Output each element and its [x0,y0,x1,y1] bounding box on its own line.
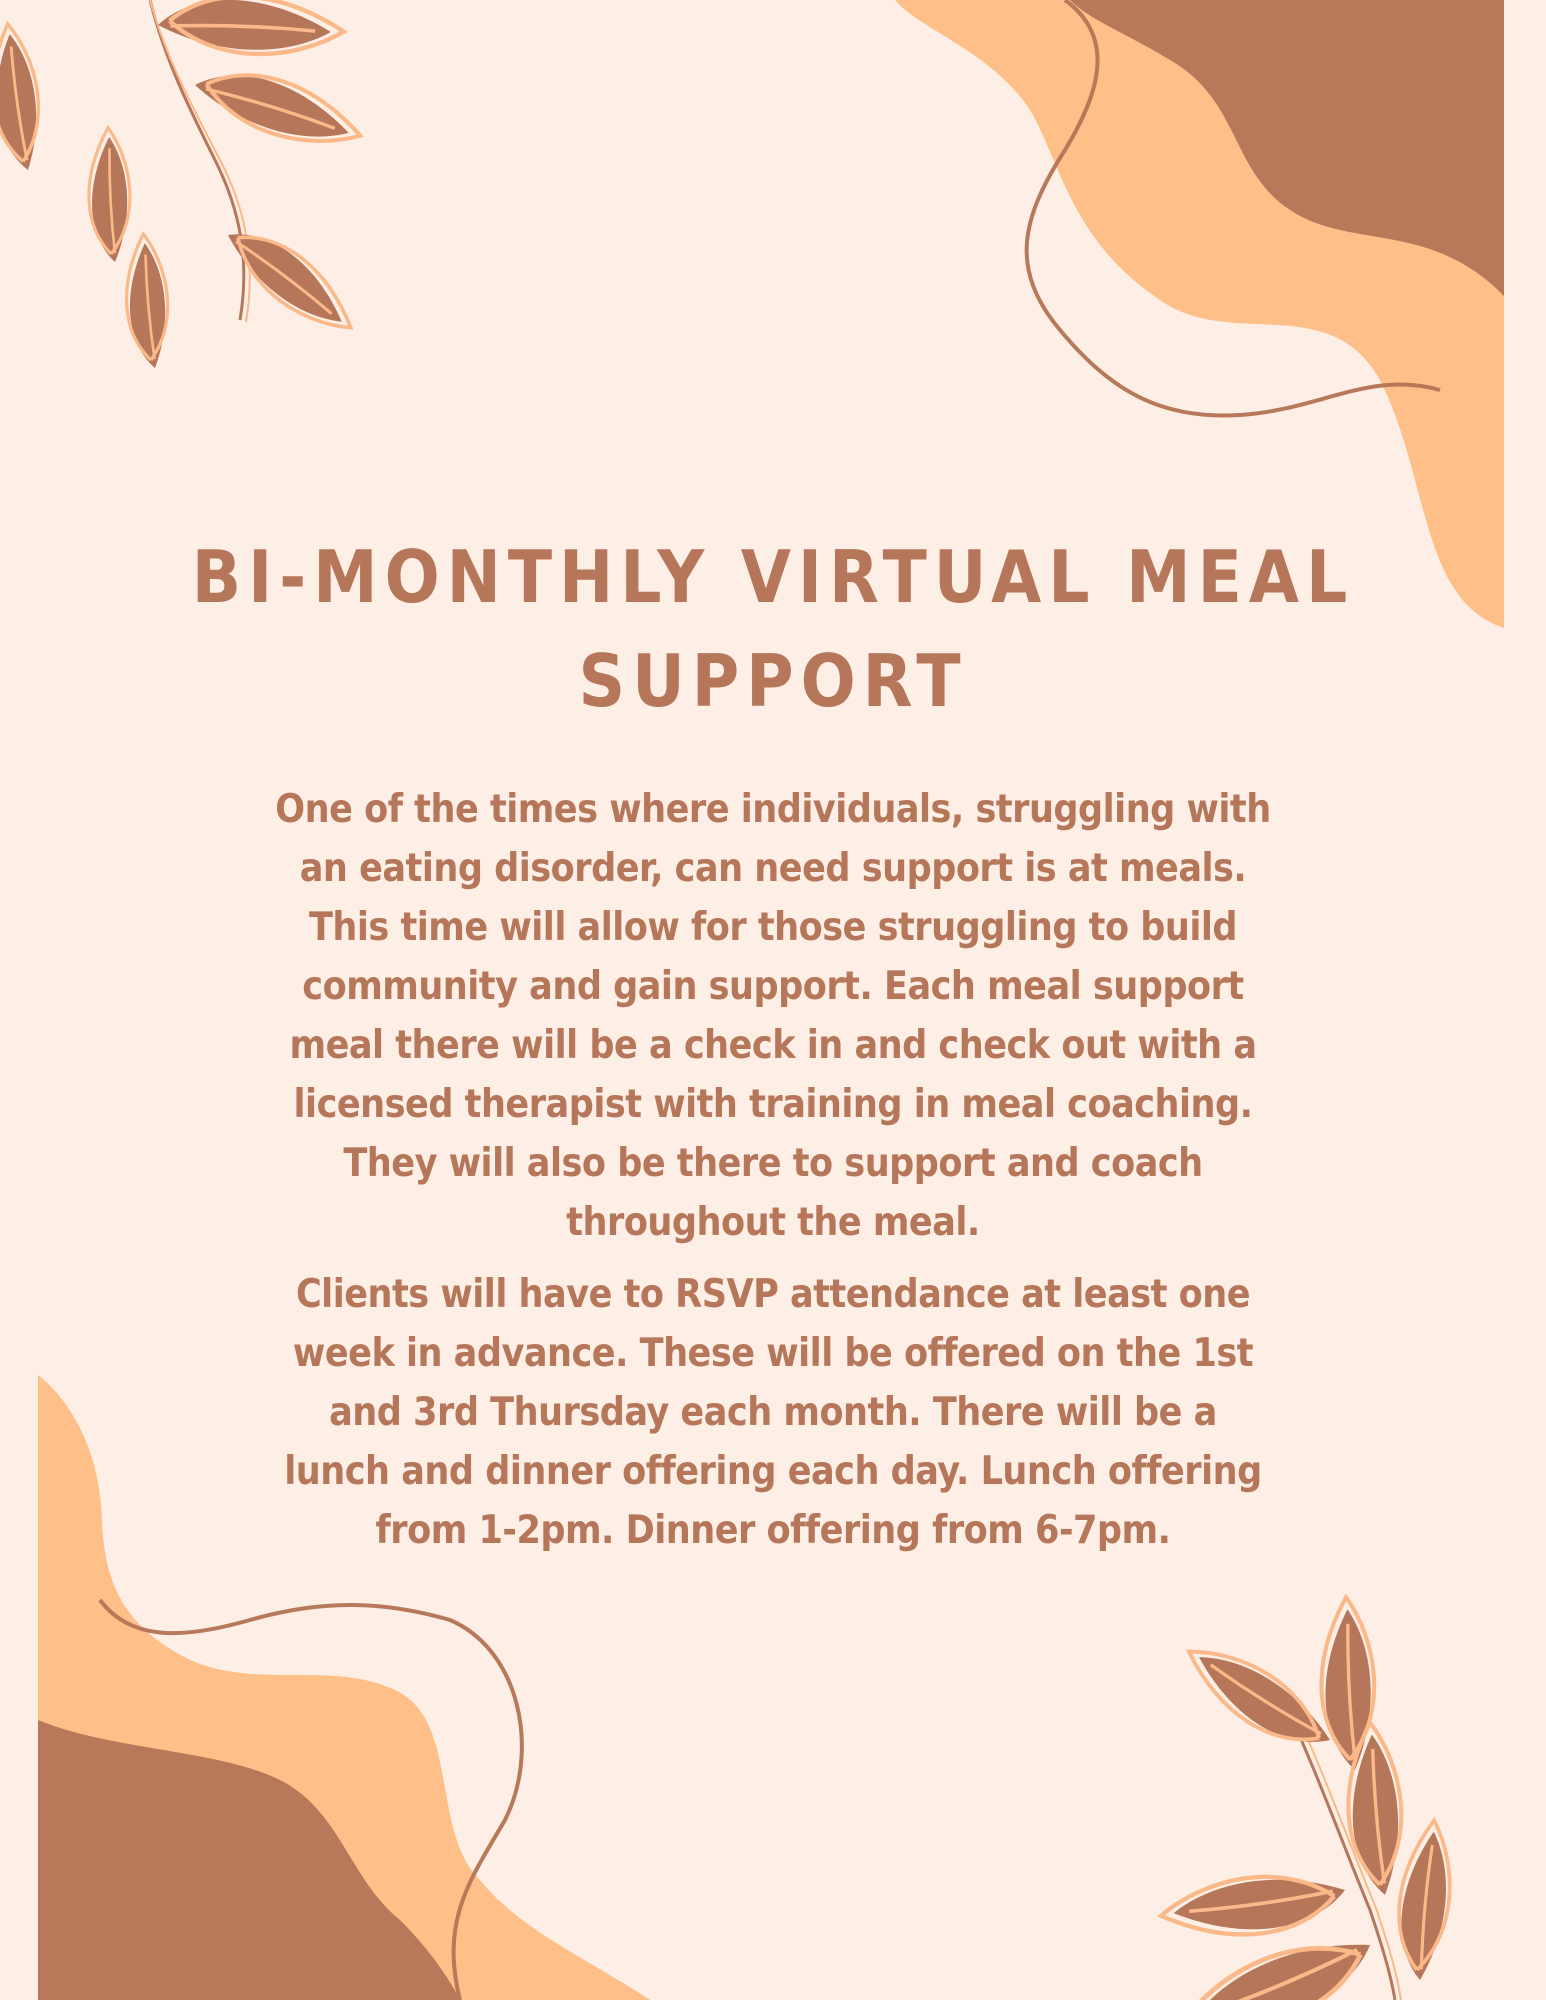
flyer-title: BI-MONTHLY VIRTUAL MEAL SUPPORT [191,535,1355,723]
description-paragraph: One of the times where individuals, struggling with an eating disorder, can need support is at meals. This time will allow for those struggling to build community and gain support. Each meal support meal there will be a check in and check out with a licensed therapist with training in meal coaching. They will also be there to support and coach throughout the meal. [275,787,1271,1245]
schedule-paragraph: Clients will have to RSVP attendance at least one week in advance. These will be offered on the 1st and 3rd Thursday each month. There will be a lunch and dinner offering each day. Lunch offering from 1-2pm. Dinner offering from 6-7pm. [284,1272,1262,1553]
